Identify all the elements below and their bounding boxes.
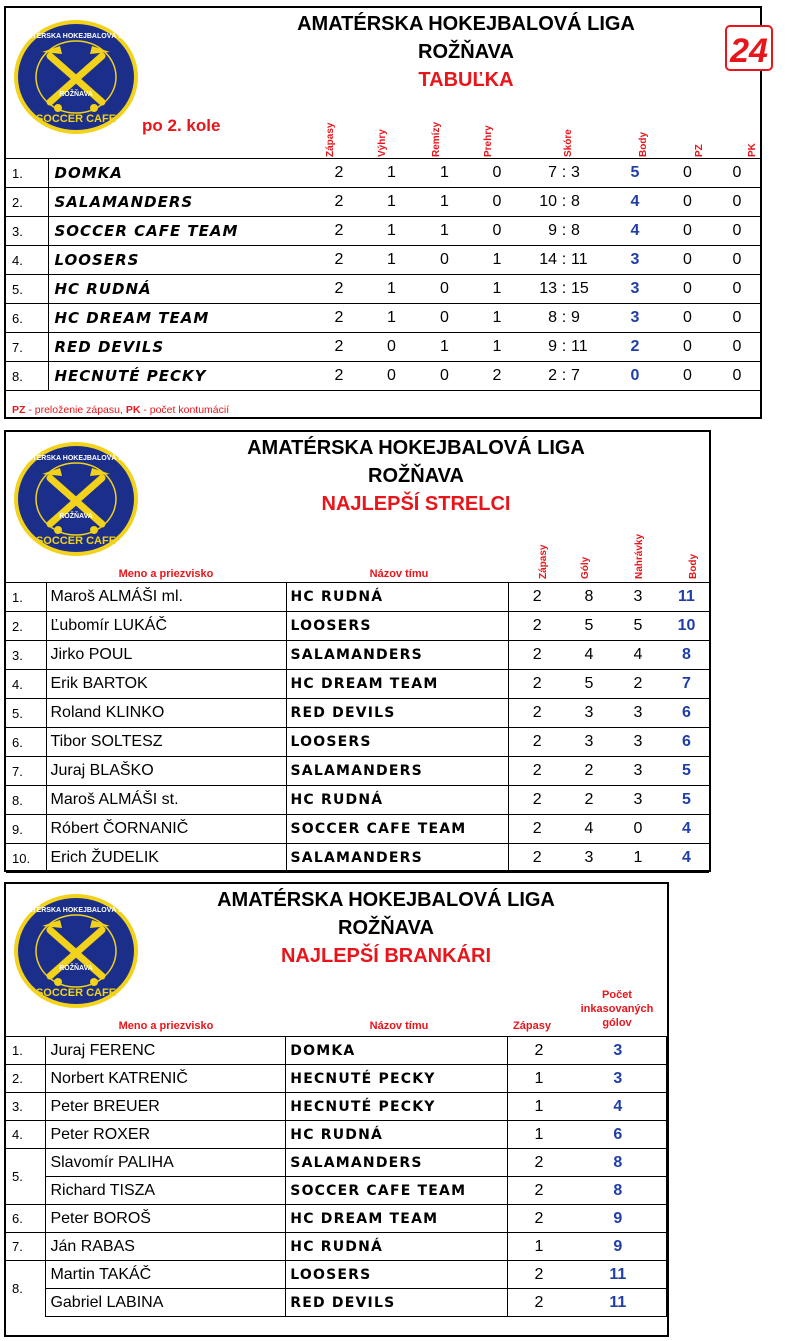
team-name-cell: SALAMANDERS [286,641,508,670]
footnote-pk-text: - počet kontumácií [140,404,230,416]
team-name-cell: HC DREAM TEAM [48,304,313,333]
goals-cell: 3 [566,728,612,757]
points-cell: 7 [664,670,709,699]
col-header-prehry: Prehry [483,125,494,157]
city-title: ROŽŇAVA [338,917,434,939]
table-row [6,1233,667,1261]
logo-top-text: AMATÉRSKA HOKEJBALOVÁ LIGA [16,33,136,40]
table-row [6,699,709,728]
city-title: ROŽŇAVA [368,465,464,487]
team-name-cell: HC RUDNÁ [286,1121,508,1149]
position-cell: 5. [6,1149,46,1205]
wins-cell: 1 [365,304,418,333]
player-name-cell: Gabriel LABINA [46,1289,286,1317]
player-name-cell: Maroš ALMÁŠI st. [46,786,286,815]
games-cell: 2 [313,159,365,188]
goals-against-cell: 3 [570,1037,667,1065]
logo-bottom-text: SOCCER CAFE [35,113,117,125]
player-name-cell: Martin TAKÁČ [46,1261,286,1289]
news24-badge [724,24,774,72]
team-name-cell: LOOSERS [286,728,508,757]
losses-cell: 0 [471,188,523,217]
games-cell: 2 [508,612,566,641]
score-separator: : [557,304,571,333]
goals-cell: 3 [566,699,612,728]
player-name-cell: Juraj BLAŠKO [46,757,286,786]
goals-against-cell: 3 [570,1065,667,1093]
round-subtitle: po 2. kole [142,116,221,135]
wins-cell: 1 [365,188,418,217]
table-row [6,583,709,612]
col-header-team: Názov tímu [369,568,429,580]
logo-city-text: ROŽŇAVA [59,965,93,972]
table-row [6,188,760,217]
pk-cell: 0 [714,362,760,391]
footnote [12,404,229,416]
goalies-panel [4,882,669,1337]
col-header-zapasy: Zápasy [538,544,549,579]
goals-against-cell: 8 [570,1177,667,1205]
position-cell: 4. [6,246,48,275]
col-header-vyhry: Výhry [377,129,388,157]
col-header-pk: PK [747,143,758,157]
table-row [6,1121,667,1149]
score-separator: : [557,362,571,391]
team-name-cell: HECNUTÉ PECKY [286,1065,508,1093]
goals-cell: 4 [566,815,612,844]
draws-cell: 1 [418,159,471,188]
points-cell: 6 [664,728,709,757]
goals-for-cell: 8 [523,304,557,333]
league-title: AMATÉRSKA HOKEJBALOVÁ LIGA [217,889,555,911]
logo-bottom-text: SOCCER CAFE [35,987,117,999]
games-cell: 2 [508,1289,570,1317]
goals-cell: 8 [566,583,612,612]
team-name-cell: SOCCER CAFE TEAM [286,1177,508,1205]
pz-cell: 0 [661,217,714,246]
logo-city-text: ROŽŇAVA [59,513,93,520]
goals-against-cell: 3 [571,159,609,188]
games-cell: 2 [508,1261,570,1289]
position-cell: 1. [6,159,48,188]
player-name-cell: Peter BREUER [46,1093,286,1121]
table-row [6,1205,667,1233]
draws-cell: 1 [418,333,471,362]
position-cell: 4. [6,670,46,699]
games-cell: 2 [508,1149,570,1177]
score-separator: : [557,188,571,217]
col-header-goly: Góly [580,556,591,579]
league-title: AMATÉRSKA HOKEJBALOVÁ LIGA [247,437,585,459]
position-cell: 7. [6,757,46,786]
scorers-title [236,434,596,518]
team-name-cell: SALAMANDERS [48,188,313,217]
player-name-cell: Roland KLINKO [46,699,286,728]
points-cell: 5 [609,159,661,188]
games-cell: 2 [508,699,566,728]
team-name-cell: SALAMANDERS [286,1149,508,1177]
team-name-cell: HC RUDNÁ [286,583,508,612]
position-cell: 4. [6,1121,46,1149]
games-cell: 2 [508,786,566,815]
draws-cell: 0 [418,304,471,333]
position-cell: 6. [6,304,48,333]
pz-cell: 0 [661,275,714,304]
team-name-cell: HC RUDNÁ [286,1233,508,1261]
losses-cell: 2 [471,362,523,391]
points-cell: 2 [609,333,661,362]
losses-cell: 1 [471,333,523,362]
table-row [6,1177,667,1205]
col-header-nahravky: Nahrávky [634,533,645,579]
player-name-cell: Maroš ALMÁŠI ml. [46,583,286,612]
table-row [6,1093,667,1121]
team-name-cell: HC RUDNÁ [48,275,313,304]
table-row [6,815,709,844]
team-name-cell: LOOSERS [286,1261,508,1289]
losses-cell: 0 [471,159,523,188]
points-cell: 4 [664,815,709,844]
goals-against-cell: 11 [570,1289,667,1317]
table-row [6,304,760,333]
team-name-cell: SOCCER CAFE TEAM [48,217,313,246]
games-cell: 2 [313,246,365,275]
player-name-cell: Tibor SOLTESZ [46,728,286,757]
points-cell: 3 [609,246,661,275]
player-name-cell: Norbert KATRENIČ [46,1065,286,1093]
table-row [6,670,709,699]
position-cell: 3. [6,1093,46,1121]
pz-cell: 0 [661,333,714,362]
pz-cell: 0 [661,304,714,333]
soccer-cafe-logo [12,892,140,1010]
games-cell: 2 [508,1037,570,1065]
losses-cell: 1 [471,246,523,275]
assists-cell: 0 [612,815,664,844]
position-cell: 7. [6,333,48,362]
points-cell: 0 [609,362,661,391]
games-cell: 2 [313,188,365,217]
wins-cell: 0 [365,362,418,391]
goals-for-cell: 2 [523,362,557,391]
games-cell: 2 [313,362,365,391]
score-separator: : [557,159,571,188]
team-name-cell: RED DEVILS [286,1289,508,1317]
player-name-cell: Richard TISZA [46,1177,286,1205]
position-cell: 7. [6,1233,46,1261]
goals-against-cell: 9 [570,1205,667,1233]
points-cell: 3 [609,275,661,304]
col-header-skore: Skóre [563,129,574,157]
losses-cell: 0 [471,217,523,246]
position-cell: 5. [6,699,46,728]
pz-cell: 0 [661,159,714,188]
assists-cell: 1 [612,844,664,873]
table-row [6,641,709,670]
scorers-panel [4,430,711,872]
points-cell: 8 [664,641,709,670]
table-row [6,1261,667,1289]
col-header-pz: PZ [694,144,705,157]
games-cell: 2 [508,815,566,844]
games-cell: 1 [508,1065,570,1093]
games-cell: 2 [508,728,566,757]
score-separator: : [557,275,571,304]
team-name-cell: RED DEVILS [286,699,508,728]
goals-cell: 5 [566,670,612,699]
pk-cell: 0 [714,275,760,304]
table-row [6,275,760,304]
goals-for-cell: 13 [523,275,557,304]
table-row [6,217,760,246]
games-cell: 2 [508,583,566,612]
wins-cell: 1 [365,246,418,275]
games-cell: 2 [508,757,566,786]
assists-cell: 5 [612,612,664,641]
points-cell: 6 [664,699,709,728]
player-name-cell: Róbert ČORNANIČ [46,815,286,844]
player-name-cell: Ján RABAS [46,1233,286,1261]
games-cell: 1 [508,1093,570,1121]
team-name-cell: HECNUTÉ PECKY [286,1093,508,1121]
score-separator: : [557,217,571,246]
goals-against-cell: 11 [570,1261,667,1289]
player-name-cell: Erich ŽUDELIK [46,844,286,873]
draws-cell: 0 [418,275,471,304]
pk-cell: 0 [714,333,760,362]
table-row [6,1037,667,1065]
losses-cell: 1 [471,304,523,333]
draws-cell: 1 [418,188,471,217]
position-cell: 1. [6,583,46,612]
position-cell: 3. [6,217,48,246]
table-row [6,246,760,275]
points-cell: 4 [609,188,661,217]
city-title: ROŽŇAVA [418,41,514,63]
goals-cell: 5 [566,612,612,641]
standings-panel [4,6,762,419]
goals-for-cell: 7 [523,159,557,188]
player-name-cell: Peter ROXER [46,1121,286,1149]
position-cell: 8. [6,1261,46,1317]
position-cell: 2. [6,612,46,641]
games-cell: 2 [508,1205,570,1233]
games-cell: 2 [508,641,566,670]
goals-cell: 2 [566,786,612,815]
wins-cell: 1 [365,275,418,304]
pk-cell: 0 [714,304,760,333]
goals-against-cell: 8 [570,1149,667,1177]
team-name-cell: HC RUDNÁ [286,786,508,815]
goals-for-cell: 10 [523,188,557,217]
table-row [6,757,709,786]
points-cell: 3 [609,304,661,333]
standings-table [6,158,760,391]
team-name-cell: DOMKA [286,1037,508,1065]
logo-bottom-text: SOCCER CAFE [35,535,117,547]
player-name-cell: Ľubomír LUKÁČ [46,612,286,641]
footnote-pk: PK [125,404,141,416]
draws-cell: 0 [418,362,471,391]
pz-cell: 0 [661,246,714,275]
assists-cell: 3 [612,699,664,728]
col-header-zapasy: Zápasy [325,122,336,157]
player-name-cell: Juraj FERENC [46,1037,286,1065]
score-separator: : [557,246,571,275]
goals-against-cell: 9 [571,304,609,333]
losses-cell: 1 [471,275,523,304]
team-name-cell: RED DEVILS [48,333,313,362]
league-title: AMATÉRSKA HOKEJBALOVÁ LIGA [297,13,635,35]
position-cell: 10. [6,844,46,873]
goals-cell: 2 [566,757,612,786]
position-cell: 5. [6,275,48,304]
wins-cell: 0 [365,333,418,362]
goalies-table [6,1036,667,1317]
col-header-goals-against: Počet inkasovaných gólov [580,989,654,1029]
wins-cell: 1 [365,217,418,246]
points-cell: 11 [664,583,709,612]
logo-city-text: ROŽŇAVA [59,91,93,98]
logo-top-text: AMATÉRSKA HOKEJBALOVÁ LIGA [16,455,136,462]
goals-against-cell: 6 [570,1121,667,1149]
draws-cell: 0 [418,246,471,275]
soccer-cafe-logo [12,440,140,558]
goals-against-cell: 8 [571,188,609,217]
position-cell: 9. [6,815,46,844]
position-cell: 6. [6,1205,46,1233]
table-title: TABUĽKA [418,69,514,91]
table-row [6,844,709,873]
goals-against-cell: 7 [571,362,609,391]
games-cell: 2 [508,670,566,699]
col-header-team: Názov tímu [369,1020,429,1032]
score-separator: : [557,333,571,362]
goals-for-cell: 9 [523,217,557,246]
assists-cell: 3 [612,728,664,757]
team-name-cell: SALAMANDERS [286,757,508,786]
logo-top-text: AMATÉRSKA HOKEJBALOVÁ LIGA [16,907,136,914]
points-cell: 4 [664,844,709,873]
assists-cell: 3 [612,583,664,612]
wins-cell: 1 [365,159,418,188]
points-cell: 4 [609,217,661,246]
team-name-cell: LOOSERS [48,246,313,275]
soccer-cafe-logo [12,18,140,136]
position-cell: 3. [6,641,46,670]
team-name-cell: HECNUTÉ PECKY [48,362,313,391]
pk-cell: 0 [714,246,760,275]
table-row [6,728,709,757]
goalies-heading: NAJLEPŠÍ BRANKÁRI [280,945,492,967]
table-row [6,1149,667,1177]
team-name-cell: SOCCER CAFE TEAM [286,815,508,844]
col-header-remizy: Remízy [431,121,442,157]
player-name-cell: Slavomír PALIHA [46,1149,286,1177]
player-name-cell: Erik BARTOK [46,670,286,699]
points-cell: 10 [664,612,709,641]
player-name-cell: Peter BOROŠ [46,1205,286,1233]
team-name-cell: LOOSERS [286,612,508,641]
assists-cell: 4 [612,641,664,670]
scorers-table [6,582,709,873]
col-header-zapasy: Zápasy [513,1020,551,1032]
table-row [6,1289,667,1317]
games-cell: 2 [313,217,365,246]
goals-against-cell: 11 [571,246,609,275]
team-name-cell: HC DREAM TEAM [286,670,508,699]
table-row [6,612,709,641]
position-cell: 2. [6,188,48,217]
position-cell: 1. [6,1037,46,1065]
col-header-name: Meno a priezvisko [118,1020,214,1032]
pk-cell: 0 [714,159,760,188]
col-header-body: Body [638,132,649,157]
games-cell: 1 [508,1121,570,1149]
position-cell: 2. [6,1065,46,1093]
table-row [6,1065,667,1093]
table-row [6,786,709,815]
badge-text: 24 [730,32,768,70]
games-cell: 2 [313,275,365,304]
position-cell: 8. [6,786,46,815]
goals-against-cell: 4 [570,1093,667,1121]
assists-cell: 2 [612,670,664,699]
points-cell: 5 [664,757,709,786]
pz-cell: 0 [661,362,714,391]
points-cell: 5 [664,786,709,815]
position-cell: 8. [6,362,48,391]
goals-cell: 3 [566,844,612,873]
goals-against-cell: 8 [571,217,609,246]
goals-against-cell: 15 [571,275,609,304]
table-row [6,333,760,362]
table-row [6,159,760,188]
goals-against-cell: 9 [570,1233,667,1261]
goals-cell: 4 [566,641,612,670]
standings-title [286,10,646,94]
footnote-pz: PZ [12,404,26,416]
pk-cell: 0 [714,188,760,217]
goals-for-cell: 14 [523,246,557,275]
assists-cell: 3 [612,757,664,786]
goals-for-cell: 9 [523,333,557,362]
team-name-cell: HC DREAM TEAM [286,1205,508,1233]
table-row [6,362,760,391]
col-header-body: Body [688,554,699,579]
pk-cell: 0 [714,217,760,246]
games-cell: 2 [313,304,365,333]
pz-cell: 0 [661,188,714,217]
player-name-cell: Jirko POUL [46,641,286,670]
goals-against-cell: 11 [571,333,609,362]
col-header-name: Meno a priezvisko [118,568,214,580]
team-name-cell: SALAMANDERS [286,844,508,873]
scorers-heading: NAJLEPŠÍ STRELCI [321,493,511,515]
games-cell: 2 [508,844,566,873]
draws-cell: 1 [418,217,471,246]
games-cell: 2 [508,1177,570,1205]
team-name-cell: DOMKA [48,159,313,188]
games-cell: 1 [508,1233,570,1261]
position-cell: 6. [6,728,46,757]
games-cell: 2 [313,333,365,362]
footnote-pz-text: - preloženie zápasu, [25,404,126,416]
assists-cell: 3 [612,786,664,815]
goalies-title [206,886,566,970]
